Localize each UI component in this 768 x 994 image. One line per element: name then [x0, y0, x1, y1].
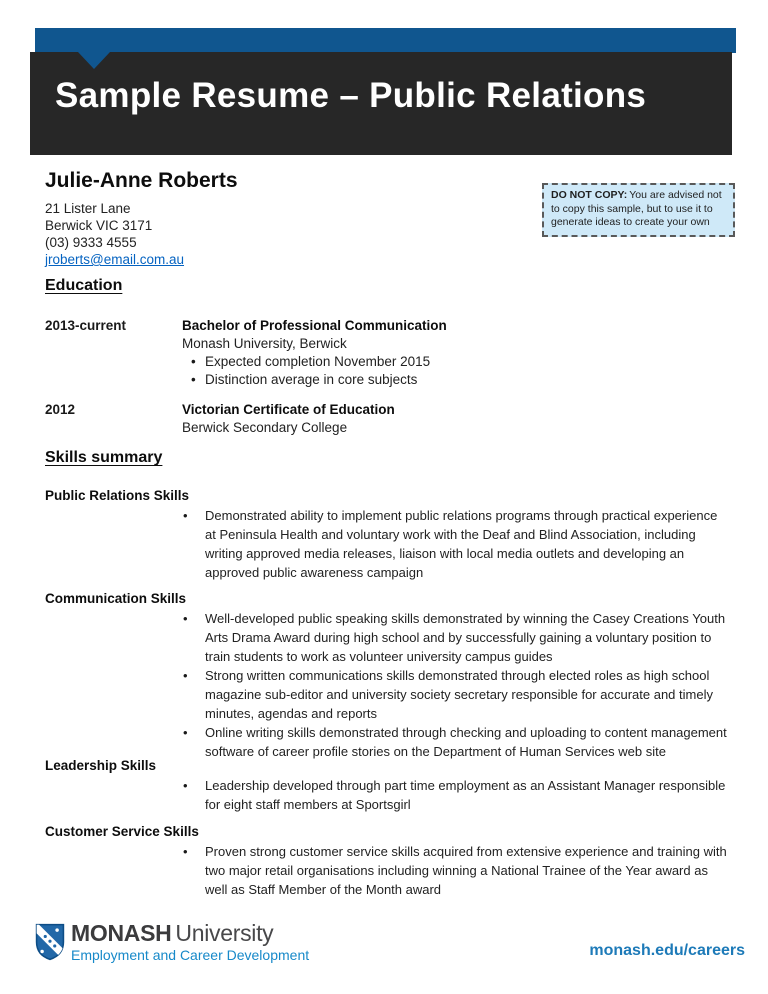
top-accent-bar	[35, 28, 736, 53]
monash-shield-icon	[35, 922, 65, 962]
skill-bullet: • Proven strong customer service skills acquired from extensive experience and training with two major retail organisations including winning a National Trainee of the Year award as well as Staff Member of the Month award	[183, 844, 727, 897]
do-not-copy-notice	[542, 183, 735, 237]
education-institution: Monash University, Berwick	[182, 336, 347, 351]
email-link[interactable]: jroberts@email.com.au	[45, 252, 185, 267]
education-entry	[45, 317, 735, 389]
skill-category-label: Leadership Skills	[45, 758, 157, 773]
monash-logo	[35, 920, 309, 964]
address-line-1: 21 Lister Lane	[45, 201, 131, 216]
education-qualification: Bachelor of Professional Communication	[182, 318, 447, 333]
skill-category	[45, 590, 738, 761]
education-period: 2013-current	[45, 318, 127, 333]
bullet-icon: •	[183, 508, 188, 523]
footer	[35, 918, 745, 968]
address-line-2: Berwick VIC 3171	[45, 218, 153, 233]
skill-category-label: Customer Service Skills	[45, 824, 199, 839]
bullet-icon: •	[191, 372, 196, 387]
notice-label: DO NOT COPY:	[551, 189, 628, 201]
footer-url-link[interactable]: monash.edu/careers	[589, 942, 745, 959]
skill-category-label: Communication Skills	[45, 591, 187, 606]
education-period: 2012	[45, 402, 76, 417]
bullet-icon: •	[183, 668, 188, 683]
notice-text: You are advised not to copy this sample, but to use it to generate ideas to create your own	[551, 189, 722, 228]
brand-primary: MONASH	[71, 920, 172, 946]
document-title: Sample Resume – Public Relations	[55, 76, 647, 115]
person-name: Julie-Anne Roberts	[45, 169, 238, 192]
bullet-icon: •	[183, 778, 188, 793]
skill-bullet: • Strong written communications skills demonstrated through elected roles as high school magazine sub-editor and university society secretary responsible for accurate and timely minutes, agendas and reports	[183, 668, 713, 721]
contact-block	[45, 169, 465, 268]
skill-category	[45, 757, 738, 814]
banner-notch-triangle	[78, 52, 110, 69]
bullet-icon: •	[191, 354, 196, 369]
education-entry	[45, 401, 735, 437]
skill-bullet: • Online writing skills demonstrated through checking and uploading to content management software of career profile stories on the Department of Human Services web site	[183, 725, 727, 759]
education-qualification: Victorian Certificate of Education	[182, 402, 395, 417]
education-institution: Berwick Secondary College	[182, 420, 348, 435]
skill-category	[45, 487, 738, 582]
skills-heading: Skills summary	[45, 449, 163, 466]
phone-number: (03) 9333 4555	[45, 235, 137, 250]
brand-secondary: University	[175, 920, 274, 946]
bullet-icon: •	[183, 611, 188, 626]
footer-tagline: Employment and Career Development	[71, 947, 310, 963]
skill-bullet: • Leadership developed through part time employment as an Assistant Manager responsible for eight staff members at Sportsgirl	[183, 778, 726, 812]
bullet-icon: •	[183, 844, 188, 859]
skill-bullet: • Well-developed public speaking skills demonstrated by winning the Casey Creations Youth Arts Drama Award during high school and by successfully gaining a voluntary position to train students to work as volunteer university campus guides	[183, 611, 726, 664]
bullet-icon: •	[183, 725, 188, 740]
skill-bullet: • Demonstrated ability to implement public relations programs through practical experience at Peninsula Health and voluntary work with the Deaf and Blind Association, including writing approved media releases, liaison with local media outlets and developing an approved public awareness campaign	[183, 508, 718, 580]
education-bullet: • Expected completion November 2015	[182, 353, 735, 371]
skill-category-label: Public Relations Skills	[45, 488, 190, 503]
skill-category	[45, 823, 738, 899]
education-bullet: • Distinction average in core subjects	[182, 371, 735, 389]
education-heading: Education	[45, 277, 123, 294]
